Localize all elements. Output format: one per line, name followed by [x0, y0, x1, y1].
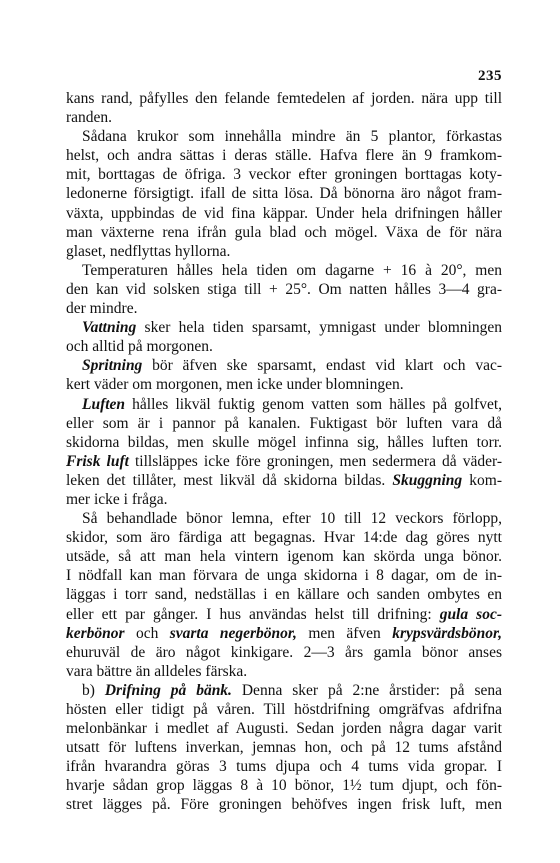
text-segment: kert väder om morgonen, men icke under blomningen. — [66, 376, 404, 394]
text-line — [66, 165, 502, 184]
text-line — [66, 662, 502, 681]
text-segment: den kan vid solsken stiga till + 25°. Om natten hålles 3—4 gra- — [66, 280, 502, 298]
italic-term: Vattning — [82, 319, 137, 337]
text-line — [66, 795, 502, 814]
text-line — [66, 700, 502, 719]
text-line — [66, 337, 502, 356]
text-segment: tillsläppes icke före groningen, men sedermera då väder- — [128, 452, 502, 470]
text-line — [66, 395, 502, 414]
text-line — [66, 375, 502, 394]
text-segment: läggas i torr sand, nedställas i en källare och sanden ombytes en — [66, 586, 502, 604]
text-segment: kom- — [462, 471, 502, 489]
text-line — [66, 146, 502, 165]
text-line — [66, 757, 502, 776]
text-line — [66, 204, 502, 223]
text-line — [66, 719, 502, 738]
text-segment: utsäde, så att man hela vintern igenom kan skörda unga bönor. — [66, 548, 502, 566]
text-segment: mer icke i fråga. — [66, 490, 168, 508]
text-line — [66, 547, 502, 566]
text-segment: mit, borttagas de öfriga. 3 veckor efter groningen borttagas koty- — [66, 166, 502, 184]
text-segment: man växterne rena ifrån gula blad och mögel. Växa de för nära — [66, 223, 502, 241]
italic-term: Drifning på bänk. — [104, 681, 232, 699]
text-line — [66, 108, 502, 127]
italic-term: svarta negerbönor, — [169, 624, 297, 642]
text-line — [66, 585, 502, 604]
text-segment: kans rand, påfylles den felande femtedelen af jorden. nära upp till — [66, 90, 502, 107]
text-segment: och alltid på morgonen. — [66, 338, 213, 356]
page-number: 235 — [478, 68, 502, 84]
text-segment: skidor, som äro färdiga att begagnas. Hvar 14:de dag göres nytt — [66, 529, 502, 547]
text-segment: b) — [82, 681, 105, 699]
text-segment: Denna sker på 2:ne årstider: på sena — [231, 681, 502, 699]
text-segment: växta, uppbindas de vid fina käppar. Under hela drifningen håller — [66, 204, 502, 222]
text-line — [66, 528, 502, 547]
text-line — [66, 471, 502, 490]
text-segment: leken det tillåter, mest likväl då skidorna bildas. — [66, 471, 393, 489]
text-segment: Temperaturen hålles hela tiden om dagarne + 16 à 20°, men — [82, 261, 502, 279]
text-line — [66, 566, 502, 585]
text-line — [66, 509, 502, 528]
text-line — [66, 184, 502, 203]
text-line — [66, 299, 502, 318]
text-line — [66, 681, 502, 700]
text-segment: bör äfven ske sparsamt, endast vid klart och vac- — [142, 357, 502, 375]
text-line — [66, 624, 502, 643]
italic-term: Skuggning — [392, 471, 463, 489]
text-segment: sker hela tiden sparsamt, ymnigast under blomningen — [136, 319, 502, 337]
text-segment: skidorna bildas, men skulle mögel infinna sig, hålles luften torr. — [66, 433, 502, 451]
italic-term: krypsvärdsbönor, — [392, 624, 502, 642]
text-segment: I nödfall kan man förvara de unga skidorna i 8 dagar, om de in- — [66, 567, 502, 585]
text-line — [66, 318, 502, 337]
italic-term: Spritning — [82, 357, 143, 375]
italic-term: gula soc- — [439, 605, 502, 623]
italic-term: kerbönor — [66, 624, 125, 642]
text-line — [66, 242, 502, 261]
text-segment: hösten eller tidigt på våren. Till höstdrifning omgräfvas afdrifna — [66, 701, 502, 718]
italic-term: Luften — [82, 395, 126, 413]
text-segment: men äfven — [296, 624, 393, 642]
text-line — [66, 89, 502, 108]
text-line — [66, 127, 502, 146]
text-line — [66, 356, 502, 375]
text-line — [66, 433, 502, 452]
text-line — [66, 738, 502, 757]
text-line — [66, 605, 502, 624]
text-segment: utsatt för luftens inverkan, jemnas hon, och på 12 tums afstånd — [66, 739, 502, 757]
text-segment: eller ett par gånger. I hus användas helst till drifning: — [66, 605, 440, 623]
text-segment: och — [124, 624, 170, 642]
text-line — [66, 414, 502, 433]
text-line — [66, 223, 502, 242]
text-segment: ledonerne försigtigt. ifall de sitta lösa. Då bönorna äro något fram- — [66, 185, 502, 203]
text-line — [66, 490, 502, 509]
text-segment: hvarje sådan grop läggas 8 à 10 bönor, 1½ tum djupt, och fön- — [66, 777, 502, 795]
text-segment: stret lägges på. Före groningen behöfves ingen frisk luft, men — [66, 796, 502, 814]
text-segment: der mindre. — [66, 300, 138, 318]
text-line — [66, 280, 502, 299]
text-line — [66, 452, 502, 471]
text-segment: ehuruväl de äro något kinkigare. 2—3 års gamla bönor anses — [66, 643, 502, 661]
text-segment: helst, och andra sättas i deras ställe. Hafva flere än 9 framkom- — [66, 147, 502, 165]
text-segment: vara bättre än alldeles färska. — [66, 662, 248, 680]
italic-term: Frisk luft — [66, 452, 129, 470]
text-segment: glaset, nedflyttas hyllorna. — [66, 242, 231, 260]
text-line — [66, 261, 502, 280]
text-segment: Sådana krukor som innehålla mindre än 5 plantor, förkastas — [82, 128, 502, 146]
text-line — [66, 643, 502, 662]
text-segment: ifrån hvarandra göras 3 tums djupa och 4 tums vida gropar. I — [66, 758, 502, 776]
text-segment: melonbänkar i medlet af Augusti. Sedan jorden några dagar varit — [66, 720, 502, 738]
text-line — [66, 776, 502, 795]
body-text — [66, 89, 502, 815]
text-segment: randen. — [66, 109, 113, 127]
text-segment: Så behandlade bönor lemna, efter 10 till 12 veckors förlopp, — [82, 510, 502, 528]
text-segment: eller som är i pannor på kanalen. Fuktigast bör luften vara då — [66, 414, 502, 432]
text-segment: hålles likväl fuktig genom vatten som hälles på golfvet, — [125, 395, 502, 413]
